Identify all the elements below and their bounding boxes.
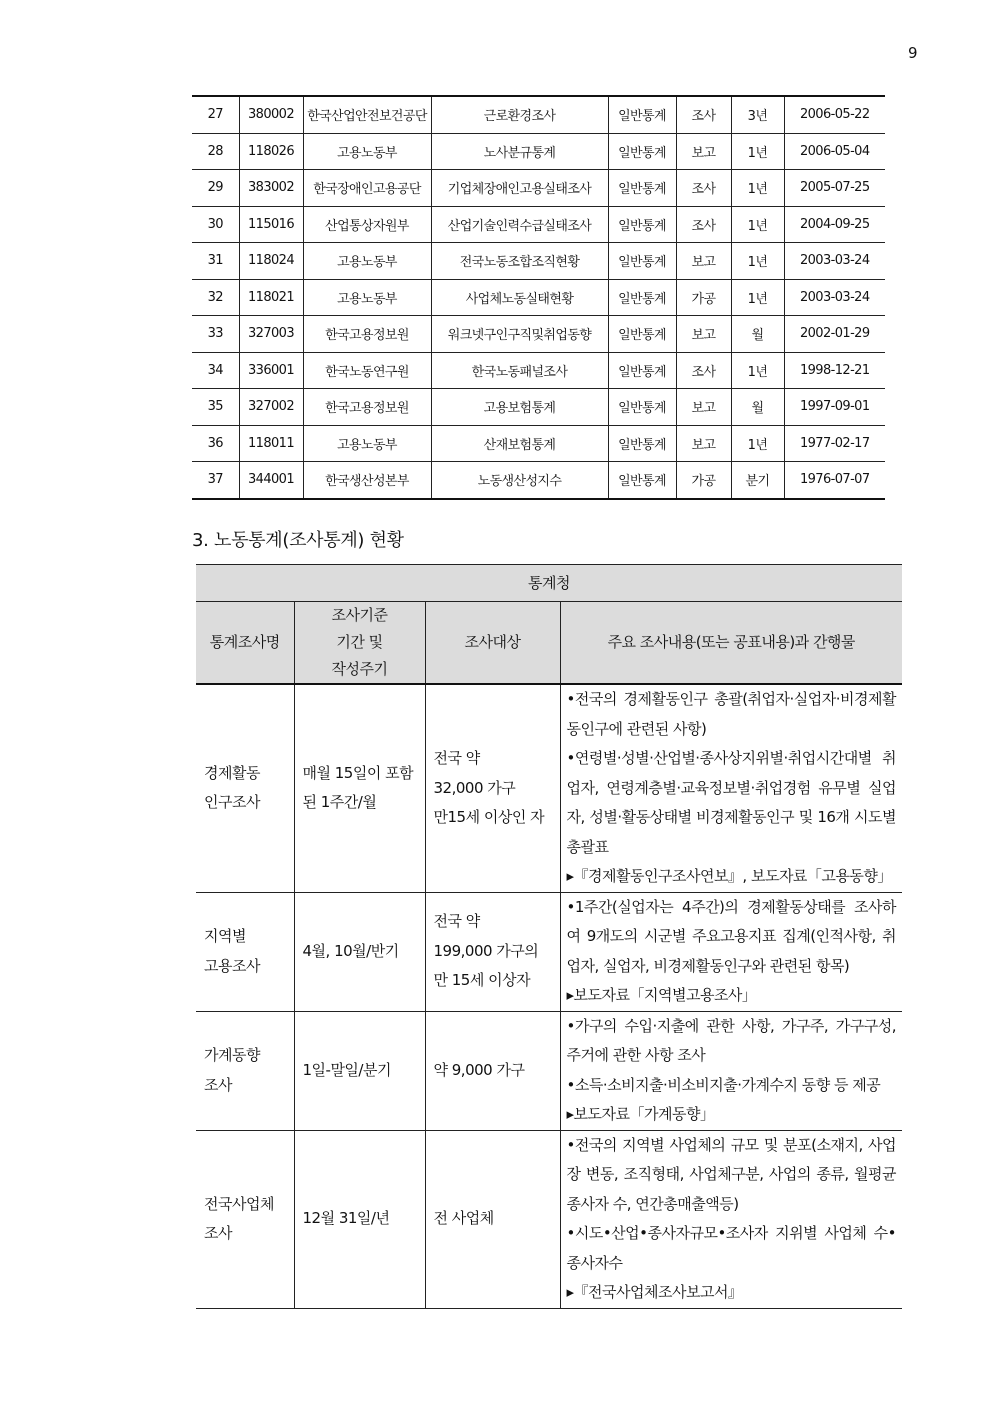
stat-code: 118021 — [239, 279, 303, 316]
stat-name: 노동생산성지수 — [431, 462, 608, 499]
cycle: 1년 — [731, 425, 784, 462]
survey-name-line: 고용조사 — [204, 956, 260, 975]
publication-item: ▸『전국사업체조사보고서』 — [566, 1283, 743, 1301]
row-number: 29 — [192, 170, 239, 207]
row-number: 28 — [192, 133, 239, 170]
agency-name: 한국장애인고용공단 — [303, 170, 431, 207]
header-content: 주요 조사내용(또는 공표내용)과 간행물 — [560, 602, 902, 685]
stat-type: 일반통계 — [608, 352, 676, 389]
method: 조사 — [676, 352, 731, 389]
approval-date: 2004-09-25 — [784, 206, 885, 243]
stat-name: 사업체노동실태현황 — [431, 279, 608, 316]
header-period-line: 조사기준 — [331, 606, 388, 624]
table-row — [192, 279, 885, 316]
agency-name: 고용노동부 — [303, 425, 431, 462]
method: 가공 — [676, 462, 731, 499]
stat-code: 118026 — [239, 133, 303, 170]
method: 보고 — [676, 316, 731, 353]
agency-name: 산업통상자원부 — [303, 206, 431, 243]
header-survey-name: 통계조사명 — [196, 602, 294, 685]
survey-target — [425, 684, 560, 892]
agency-name: 고용노동부 — [303, 133, 431, 170]
row-number: 34 — [192, 352, 239, 389]
survey-name — [196, 1011, 294, 1130]
cycle: 월 — [731, 316, 784, 353]
approval-date: 2003-03-24 — [784, 279, 885, 316]
survey-target — [425, 1130, 560, 1308]
agency-header: 통계청 — [196, 565, 902, 602]
survey-name-line: 인구조사 — [204, 793, 260, 812]
stat-type: 일반통계 — [608, 462, 676, 499]
table-row — [192, 133, 885, 170]
survey-content — [560, 892, 902, 1011]
survey-target-line: 만15세 이상인 자 — [433, 808, 545, 826]
cycle: 3년 — [731, 96, 784, 133]
stat-type: 일반통계 — [608, 425, 676, 462]
stat-name: 한국노동패널조사 — [431, 352, 608, 389]
header-period — [294, 602, 425, 685]
stat-type: 일반통계 — [608, 279, 676, 316]
survey-target-line: 전국 약 — [433, 749, 480, 767]
content-item: •연령별·성별·산업별·종사상지위별·취업시간대별 취업자, 연령계층별·교육정보별·취업경험 유무별 실업자, 성별·활동상태별 비경제활동인구 및 16개 시도별 총괄표 — [566, 749, 896, 856]
method: 보고 — [676, 243, 731, 280]
approval-date: 2002-01-29 — [784, 316, 885, 353]
stat-name: 노사분규통계 — [431, 133, 608, 170]
stat-type: 일반통계 — [608, 170, 676, 207]
approval-date: 2006-05-04 — [784, 133, 885, 170]
stat-name: 고용보험통계 — [431, 389, 608, 426]
stat-name: 전국노동조합조직현황 — [431, 243, 608, 280]
cycle: 월 — [731, 389, 784, 426]
stat-name: 워크넷구인구직및취업동향 — [431, 316, 608, 353]
method: 가공 — [676, 279, 731, 316]
survey-period: 1일-말일/분기 — [294, 1011, 425, 1130]
stat-code: 118011 — [239, 425, 303, 462]
row-number: 36 — [192, 425, 239, 462]
stat-code: 327003 — [239, 316, 303, 353]
method: 조사 — [676, 170, 731, 207]
row-number: 37 — [192, 462, 239, 499]
stat-code: 383002 — [239, 170, 303, 207]
survey-target-line: 약 9,000 가구 — [433, 1060, 525, 1079]
header-period-line: 작성주기 — [331, 660, 388, 678]
survey-name — [196, 684, 294, 892]
stat-code: 327002 — [239, 389, 303, 426]
stat-code: 336001 — [239, 352, 303, 389]
stat-name: 기업체장애인고용실태조사 — [431, 170, 608, 207]
survey-row — [196, 1011, 902, 1130]
cycle: 1년 — [731, 170, 784, 207]
cycle: 1년 — [731, 352, 784, 389]
survey-period: 12월 31일/년 — [294, 1130, 425, 1308]
survey-content — [560, 1011, 902, 1130]
survey-target-line: 전국 약 — [433, 912, 480, 931]
table-row — [192, 170, 885, 207]
cycle: 1년 — [731, 279, 784, 316]
survey-period: 4월, 10월/반기 — [294, 892, 425, 1011]
method: 조사 — [676, 96, 731, 133]
approval-date: 1977-02-17 — [784, 425, 885, 462]
stat-code: 344001 — [239, 462, 303, 499]
survey-target-line: 전 사업체 — [433, 1209, 494, 1228]
stat-type: 일반통계 — [608, 206, 676, 243]
agency-name: 한국노동연구원 — [303, 352, 431, 389]
survey-period: 매월 15일이 포함된 1주간/월 — [294, 684, 425, 892]
row-number: 33 — [192, 316, 239, 353]
table-row — [192, 206, 885, 243]
cycle: 1년 — [731, 133, 784, 170]
survey-target — [425, 892, 560, 1011]
table-row — [192, 316, 885, 353]
survey-name-line: 경제활동 — [204, 763, 260, 782]
content-item: •소득·소비지출·비소비지출·가계수지 동향 등 제공 — [566, 1075, 881, 1094]
row-number: 27 — [207, 107, 223, 123]
approval-date: 1976-07-07 — [784, 462, 885, 499]
table-row — [192, 462, 885, 499]
agency-name: 고용노동부 — [303, 279, 431, 316]
section-title: 3. 노동통계(조사통계) 현황 — [192, 530, 404, 551]
content-item: •시도•산업•종사자규모•조사자 지위별 사업체 수•종사자수 — [566, 1224, 896, 1272]
publication-item: ▸『경제활동인구조사연보』, 보도자료「고용동향」 — [566, 867, 892, 885]
stat-name: 근로환경조사 — [431, 96, 608, 133]
survey-target — [425, 1011, 560, 1130]
agency-name: 한국산업안전보건공단 — [303, 96, 431, 133]
stat-code: 118024 — [239, 243, 303, 280]
survey-target-line: 만 15세 이상자 — [433, 971, 531, 990]
content-item: •전국의 경제활동인구 총괄(취업자·실업자·비경제활동인구에 관련된 사항) — [566, 690, 896, 738]
stat-type: 일반통계 — [608, 389, 676, 426]
agency-name: 고용노동부 — [303, 243, 431, 280]
publication-item: ▸보도자료「지역별고용조사」 — [566, 986, 757, 1004]
agency-name: 한국고용정보원 — [303, 316, 431, 353]
stat-type: 일반통계 — [608, 243, 676, 280]
stat-name: 산재보험통계 — [431, 425, 608, 462]
cycle: 1년 — [731, 243, 784, 280]
survey-name-line: 조사 — [204, 1075, 232, 1094]
header-period-line: 기간 및 — [336, 633, 383, 651]
statistics-list-table — [192, 95, 885, 500]
agency-name: 한국생산성본부 — [303, 462, 431, 499]
survey-name — [196, 892, 294, 1011]
stat-type: 일반통계 — [608, 133, 676, 170]
stat-code: 380002 — [239, 96, 303, 133]
labor-survey-table — [196, 564, 902, 1309]
cycle: 분기 — [731, 462, 784, 499]
content-item: •가구의 수입·지출에 관한 사항, 가구주, 가구구성, 주거에 관한 사항 조사 — [566, 1016, 896, 1064]
stat-type: 일반통계 — [608, 96, 676, 133]
method: 조사 — [676, 206, 731, 243]
survey-name — [196, 1130, 294, 1308]
row-number: 31 — [192, 243, 239, 280]
approval-date: 2003-03-24 — [784, 243, 885, 280]
method: 보고 — [676, 389, 731, 426]
row-number: 35 — [192, 389, 239, 426]
content-item: •전국의 지역별 사업체의 규모 및 분포(소재지, 사업장 변동, 조직형태, 사업체구분, 사업의 종류, 월평균 종사자 수, 연간총매출액등) — [566, 1135, 896, 1213]
table-row — [192, 425, 885, 462]
row-number: 30 — [192, 206, 239, 243]
method: 보고 — [676, 425, 731, 462]
survey-content — [560, 1130, 902, 1308]
publication-item: ▸보도자료「가계동향」 — [566, 1105, 715, 1123]
survey-name-line: 가계동향 — [204, 1046, 260, 1064]
row-number: 32 — [192, 279, 239, 316]
survey-row — [196, 1130, 902, 1308]
survey-name-line: 조사 — [204, 1224, 232, 1242]
approval-date: 1997-09-01 — [784, 389, 885, 426]
approval-date: 1998-12-21 — [784, 352, 885, 389]
survey-target-line: 199,000 가구의 — [433, 941, 539, 960]
stat-code: 115016 — [239, 206, 303, 243]
method: 보고 — [676, 133, 731, 170]
table-row — [192, 352, 885, 389]
table-row — [192, 96, 885, 133]
survey-row — [196, 892, 902, 1011]
survey-name-line: 지역별 — [204, 927, 246, 945]
stat-name: 산업기술인력수급실태조사 — [431, 206, 608, 243]
table-row — [192, 243, 885, 280]
cycle: 1년 — [731, 206, 784, 243]
page-number: 9 — [908, 44, 918, 62]
survey-row — [196, 684, 902, 892]
survey-content — [560, 684, 902, 892]
table-row — [192, 389, 885, 426]
survey-target-line: 32,000 가구 — [433, 778, 516, 797]
approval-date: 2005-07-25 — [784, 170, 885, 207]
agency-name: 한국고용정보원 — [303, 389, 431, 426]
approval-date: 2006-05-22 — [784, 96, 885, 133]
survey-name-line: 전국사업체 — [204, 1194, 274, 1213]
header-target: 조사대상 — [425, 602, 560, 685]
content-item: •1주간(실업자는 4주간)의 경제활동상태를 조사하여 9개도의 시군별 주요고용지표 집계(인적사항, 취업자, 실업자, 비경제활동인구와 관련된 항목) — [566, 897, 896, 975]
stat-type: 일반통계 — [608, 316, 676, 353]
